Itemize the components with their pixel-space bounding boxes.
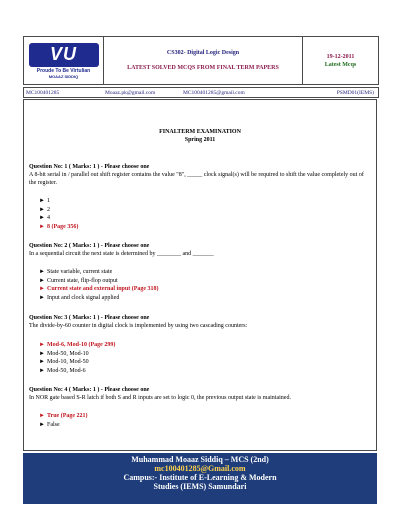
right-pointer-icon: ► [39, 215, 45, 221]
right-pointer-icon: ► [39, 206, 45, 213]
option [39, 294, 159, 303]
right-pointer-icon: ► [39, 421, 45, 428]
right-pointer-icon: ► [39, 350, 45, 357]
course-title: CS302- Digital Logic Design [166, 49, 240, 56]
right-pointer-icon: ► [39, 277, 45, 284]
option [39, 421, 88, 430]
option-label: False [47, 421, 60, 428]
question-head: Question No: 3 ( Marks: 1 ) - Please choose one [29, 315, 150, 321]
option [39, 367, 115, 376]
question-text: In NOR gate based S-R latch if both S and R inputs are set to logic 0, the previous output state is maintained. [29, 395, 291, 401]
option-label: State variable, current state [47, 269, 113, 275]
footer-email: mc100401285@Gmail.com [154, 464, 246, 473]
option-label: 2 [47, 206, 50, 213]
option-correct [39, 223, 78, 232]
question-text: A 8-bit serial in / parallel out shift register contains the value "8", _____ clock signal(s) will be required to shift the value completely out of the register. [29, 172, 364, 186]
option [39, 277, 159, 286]
option-correct [39, 285, 159, 294]
logo-cell [24, 37, 104, 84]
right-pointer-icon: ► [39, 359, 45, 365]
latest-label: Latest Mcqs [324, 61, 357, 68]
option-label: Current state and external input (Page 318) [47, 286, 159, 292]
right-pointer-icon: ► [39, 223, 45, 230]
logo-author: MOAAZ SIDDIQ [48, 73, 79, 79]
right-pointer-icon: ► [39, 269, 45, 275]
question-head: Question No: 4 ( Marks: 1 ) - Please choose one [29, 387, 150, 393]
option-correct [39, 412, 88, 421]
exam-title: FINALTERM EXAMINATION [159, 129, 241, 135]
question-3 [29, 314, 369, 330]
campus-code: PSMD01(IEMS) [336, 89, 374, 96]
email-1: Moaaz.pk@gmail.com [105, 89, 156, 96]
footer-author: Muhammad Moaaz Siddiq – MCS (2nd) [131, 455, 269, 464]
question-text: The divide-by-60 counter in digital clock is implemented by using two cascading counters: [29, 323, 248, 329]
footer-campus: Campus:- Institute of E-Learning & Modern [123, 473, 277, 482]
option-label: Mod-50, Mod-6 [47, 367, 86, 374]
content-box [23, 99, 377, 451]
option-label: Mod-10, Mod-50 [47, 359, 89, 365]
question-4 [29, 386, 369, 402]
email-2: MC100401285@gmail.com [183, 89, 245, 96]
vu-logo [29, 43, 99, 67]
right-pointer-icon: ► [39, 342, 45, 348]
option-label: True (Page 221) [47, 413, 88, 419]
option-label: Mod-6, Mod-10 (Page 299) [47, 342, 116, 348]
option [39, 350, 115, 359]
question-4-options [39, 412, 88, 429]
question-1-options [39, 197, 78, 231]
date-cell [303, 37, 378, 84]
question-head: Question No: 1 ( Marks: 1 ) - Please choose one [29, 164, 150, 170]
option [39, 206, 78, 215]
question-2-options [39, 268, 159, 302]
document-subtitle: LATEST SOLVED MCQS FROM FINAL TERM PAPERS [127, 64, 279, 71]
option-label: 1 [47, 198, 50, 204]
option [39, 268, 159, 277]
option-label: Current state, flip-flop output [47, 277, 118, 284]
option-label: Input and clock signal applied [47, 294, 120, 301]
option-correct [39, 341, 115, 350]
option [39, 214, 78, 223]
right-pointer-icon: ► [39, 367, 45, 374]
question-1 [29, 163, 369, 187]
right-pointer-icon: ► [39, 286, 45, 292]
exam-term: Spring 2011 [184, 137, 216, 143]
question-2 [29, 242, 369, 258]
logo-text: VU [49, 44, 77, 64]
right-pointer-icon: ► [39, 413, 45, 419]
right-pointer-icon: ► [39, 294, 45, 301]
option [39, 197, 78, 206]
title-cell [104, 37, 303, 84]
footer-campus-2: Studies (IEMS) Samundari [153, 482, 247, 491]
option-label: Mod-50, Mod-10 [47, 350, 89, 357]
question-3-options [39, 341, 115, 375]
option [39, 358, 115, 367]
info-row [23, 87, 379, 98]
footer-banner [23, 453, 377, 504]
option-label: 4 [47, 215, 50, 221]
option-label: 8 (Page 356) [47, 223, 79, 230]
logo-tagline: Proude To Be Virtulian [36, 67, 91, 74]
right-pointer-icon: ► [39, 198, 45, 204]
header-table [23, 36, 379, 85]
question-head: Question No: 2 ( Marks: 1 ) - Please choose one [29, 243, 150, 249]
student-id: MC100401285 [26, 89, 60, 96]
question-text: In a sequential circuit the next state is determined by ________ and _______ [29, 251, 214, 257]
document-date: 19-12-2011 [326, 53, 355, 60]
